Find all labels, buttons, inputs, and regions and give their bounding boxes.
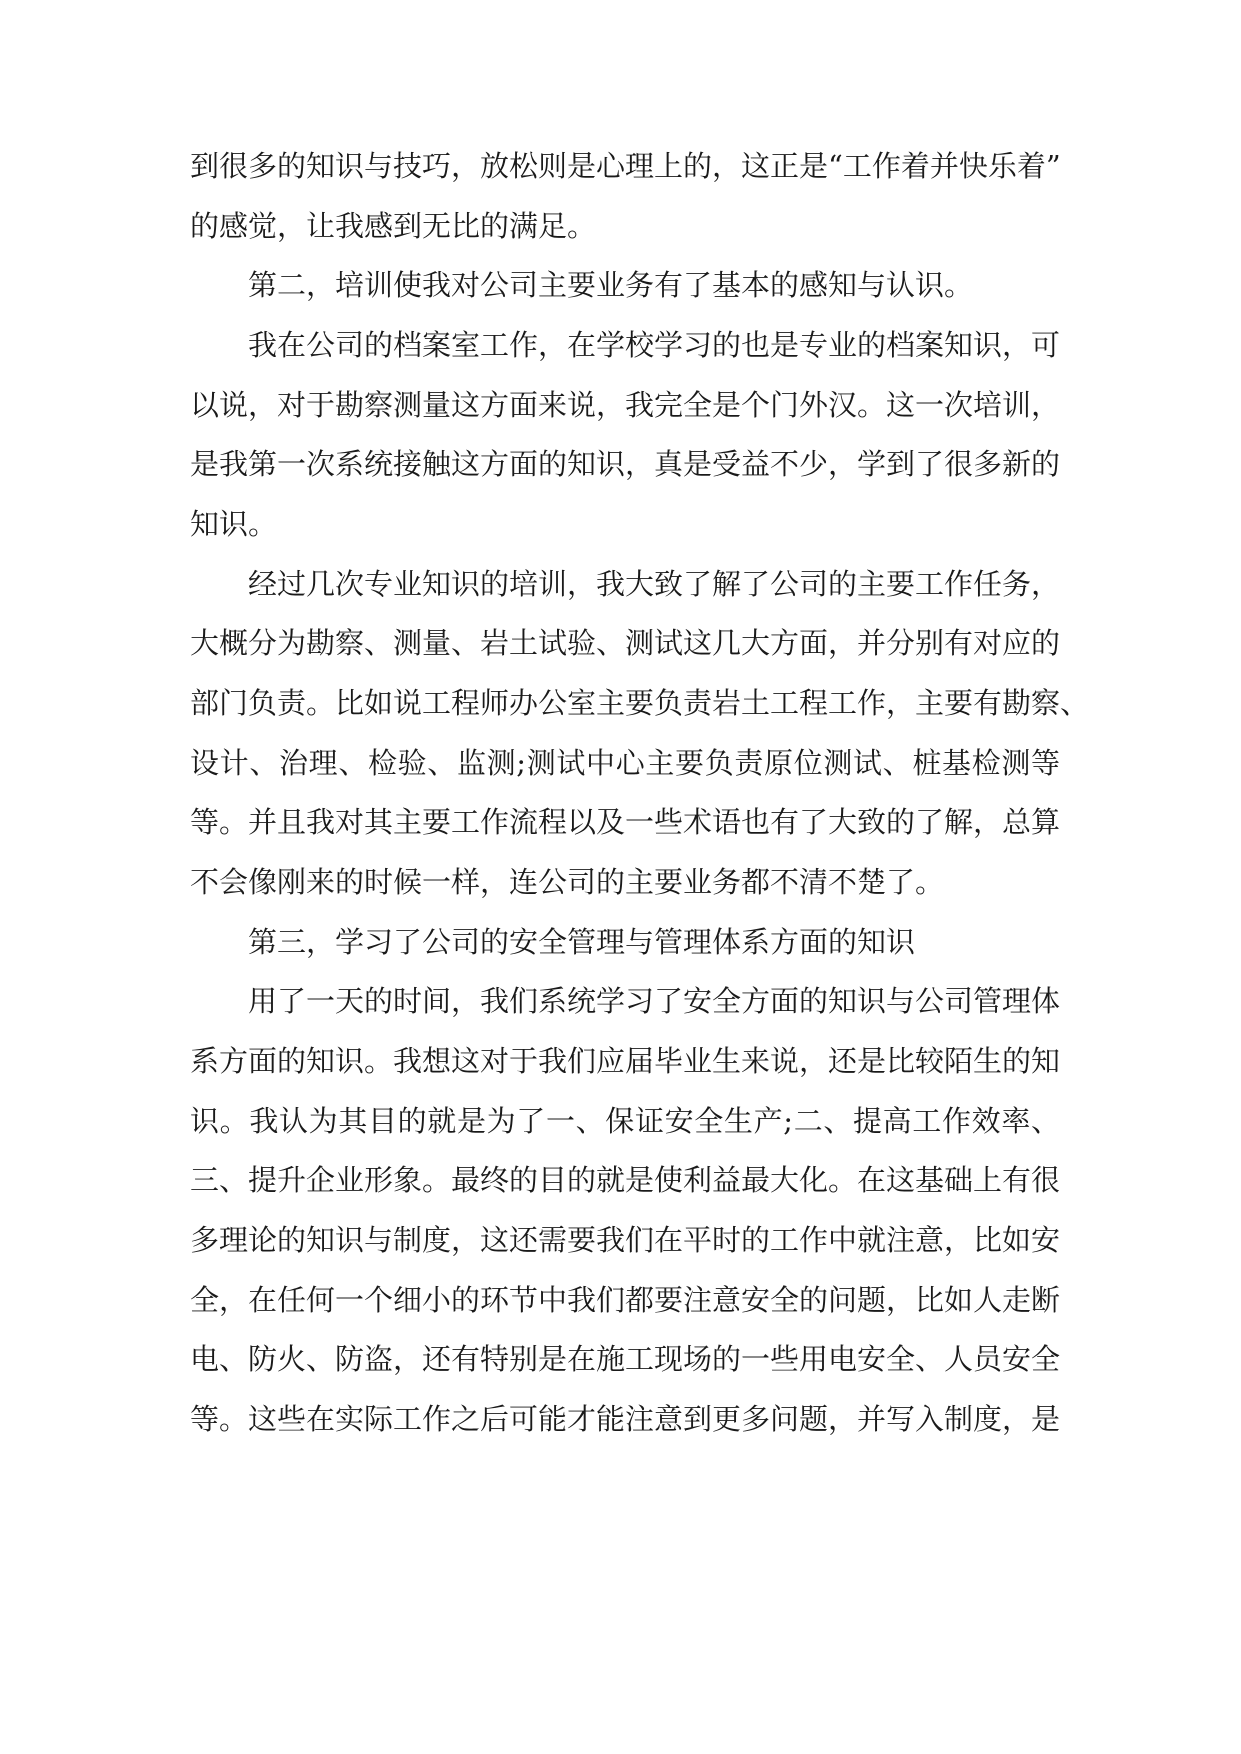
text-line: 部门负责。比如说工程师办公室主要负责岩土工程工作，主要有勘察、 — [190, 686, 1090, 720]
text-line: 到很多的知识与技巧，放松则是心理上的，这正是“工作着并快乐着” — [190, 149, 1061, 183]
text-line: 等。并且我对其主要工作流程以及一些术语也有了大致的了解，总算 — [190, 805, 1061, 839]
text-line: 识。我认为其目的就是为了一、保证安全生产;二、提高工作效率、 — [190, 1104, 1060, 1138]
text-line: 以说，对于勘察测量这方面来说，我完全是个门外汉。这一次培训， — [190, 388, 1061, 422]
text-line: 是我第一次系统接触这方面的知识，真是受益不少，学到了很多新的 — [190, 447, 1061, 481]
text-line: 大概分为勘察、测量、岩土试验、测试这几大方面，并分别有对应的 — [190, 626, 1061, 660]
text-line: 设计、治理、检验、监测;测试中心主要负责原位测试、桩基检测等 — [190, 746, 1060, 780]
text-line: 全，在任何一个细小的环节中我们都要注意安全的问题，比如人走断 — [190, 1283, 1061, 1317]
text-line: 等。这些在实际工作之后可能才能注意到更多问题，并写入制度，是 — [190, 1402, 1061, 1436]
text-line: 不会像刚来的时候一样，连公司的主要业务都不清不楚了。 — [190, 865, 945, 899]
text-line: 第三，学习了公司的安全管理与管理体系方面的知识 — [248, 925, 916, 959]
text-line: 知识。 — [190, 507, 278, 541]
text-line: 的感觉，让我感到无比的满足。 — [190, 209, 597, 243]
text-line: 我在公司的档案室工作，在学校学习的也是专业的档案知识，可 — [248, 328, 1061, 362]
text-line: 用了一天的时间，我们系统学习了安全方面的知识与公司管理体 — [248, 984, 1061, 1018]
text-line: 电、防火、防盗，还有特别是在施工现场的一些用电安全、人员安全 — [190, 1342, 1061, 1376]
text-line: 系方面的知识。我想这对于我们应届毕业生来说，还是比较陌生的知 — [190, 1044, 1061, 1078]
text-line: 经过几次专业知识的培训，我大致了解了公司的主要工作任务， — [248, 567, 1061, 601]
text-line: 第二，培训使我对公司主要业务有了基本的感知与认识。 — [248, 268, 974, 302]
text-line: 多理论的知识与制度，这还需要我们在平时的工作中就注意，比如安 — [190, 1223, 1061, 1257]
text-line: 三、提升企业形象。最终的目的就是使利益最大化。在这基础上有很 — [190, 1163, 1061, 1197]
